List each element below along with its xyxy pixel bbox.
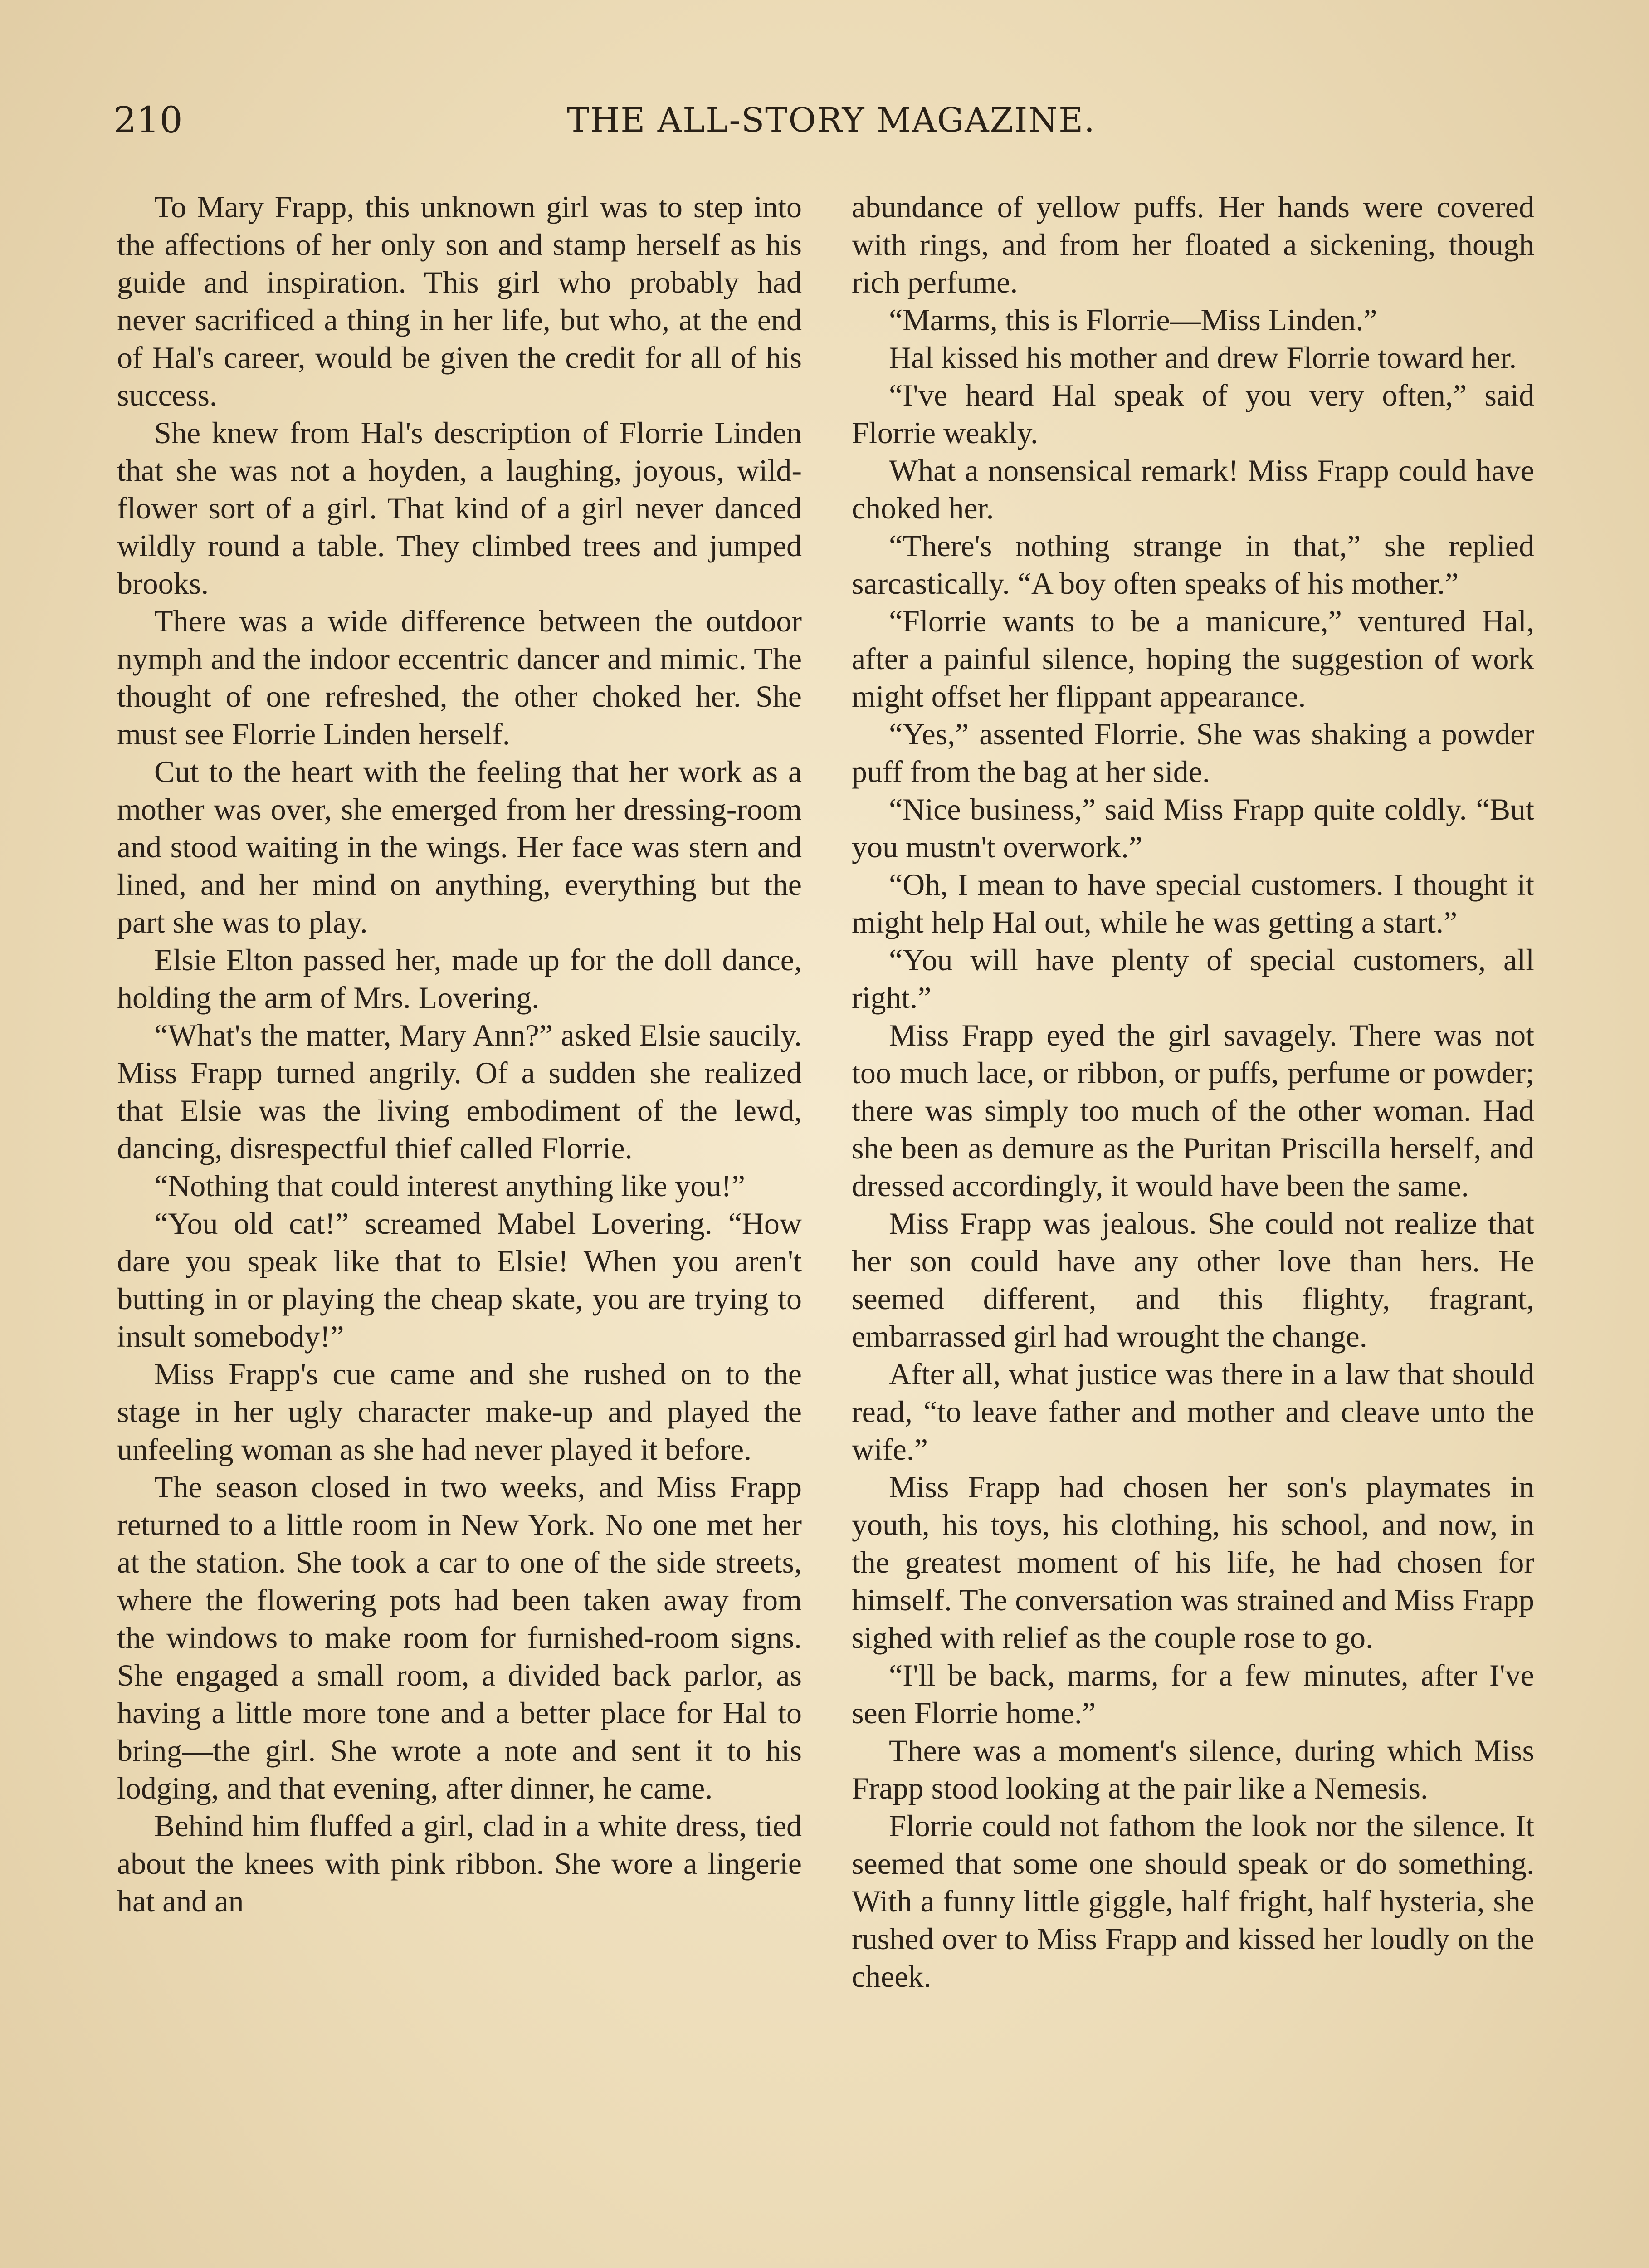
paragraph: “I've heard Hal speak of you very often,” said Florrie weakly.: [852, 378, 1534, 450]
paragraph: “You will have plenty of special customers, all right.”: [852, 943, 1534, 1015]
text-column-right: [852, 188, 1534, 2268]
paragraph: “Florrie wants to be a manicure,” ventured Hal, after a painful silence, hoping the suggestion of work might offset her flippant appearance.: [852, 604, 1534, 714]
paragraph: There was a moment's silence, during which Miss Frapp stood looking at the pair like a Nemesis.: [852, 1733, 1534, 1805]
paragraph: Miss Frapp eyed the girl savagely. There was not too much lace, or ribbon, or puffs, perfume or powder; there was simply too much of the other woman. Had she been as demure as the Puritan Priscilla herself, and dressed accordingly, it would have been the same.: [852, 1018, 1534, 1203]
paragraph: Miss Frapp's cue came and she rushed on to the stage in her ugly character make-up and played the unfeeling woman as she had never played it before.: [117, 1357, 802, 1466]
page-header: [113, 95, 1549, 145]
paragraph: Behind him fluffed a girl, clad in a white dress, tied about the knees with pink ribbon. She wore a lingerie hat and an: [117, 1809, 802, 1918]
paragraph: Miss Frapp was jealous. She could not realize that her son could have any other love than hers. He seemed different, and this flighty, fragrant, embarrassed girl had wrought the change.: [852, 1206, 1534, 1354]
paragraph: To Mary Frapp, this unknown girl was to step into the affections of her only son and stamp herself as his guide and inspiration. This girl who probably had never sacrificed a thing in her life, but who, at the end of Hal's career, would be given the credit for all of his success.: [117, 190, 802, 412]
paragraph: “Oh, I mean to have special customers. I thought it might help Hal out, while he was getting a start.”: [852, 867, 1534, 939]
paragraph: “What's the matter, Mary Ann?” asked Elsie saucily. Miss Frapp turned angrily. Of a sudden she realized that Elsie was the living embodiment of the lewd, dancing, disrespectful thief called Florrie.: [117, 1018, 802, 1165]
paragraph: “Marms, this is Florrie—Miss Linden.”: [889, 303, 1377, 337]
paragraph: What a nonsensical remark! Miss Frapp could have choked her.: [852, 453, 1534, 525]
magazine-title: THE ALL-STORY MAGAZINE.: [567, 101, 1096, 140]
paragraph: “There's nothing strange in that,” she replied sarcastically. “A boy often speaks of his mother.”: [852, 528, 1534, 601]
paragraph: “Nothing that could interest anything like you!”: [154, 1168, 746, 1203]
paragraph: Elsie Elton passed her, made up for the doll dance, holding the arm of Mrs. Lovering.: [117, 943, 802, 1015]
paragraph: Miss Frapp had chosen her son's playmates in youth, his toys, his clothing, his school, and now, in the greatest moment of his life, he had chosen for himself. The conversation was strained and Miss Frapp sighed with relief as the couple rose to go.: [852, 1470, 1534, 1655]
paragraph: “Nice business,” said Miss Frapp quite coldly. “But you mustn't overwork.”: [852, 792, 1534, 864]
page-number: 210: [113, 99, 183, 141]
paragraph: There was a wide difference between the outdoor nymph and the indoor eccentric dancer and mimic. The thought of one refreshed, the other choked her. She must see Florrie Linden herself.: [117, 604, 802, 751]
paragraph: Hal kissed his mother and drew Florrie toward her.: [889, 340, 1517, 375]
paragraph: Cut to the heart with the feeling that her work as a mother was over, she emerged from her dressing-room and stood waiting in the wings. Her face was stern and lined, and her mind on anything, everything but the part she was to play.: [117, 754, 802, 939]
text-column-left: [117, 188, 802, 2268]
paragraph: The season closed in two weeks, and Miss Frapp returned to a little room in New York. No one met her at the station. She took a car to one of the side streets, where the flowering pots had been taken away from the windows to make room for furnished-room signs. She engaged a small room, a divided back parlor, as having a little more tone and a better place for Hal to bring—the girl. She wrote a note and sent it to his lodging, and that evening, after dinner, he came.: [117, 1470, 802, 1805]
paragraph: “You old cat!” screamed Mabel Lovering. “How dare you speak like that to Elsie! When you aren't butting in or playing the cheap skate, you are trying to insult somebody!”: [117, 1206, 802, 1354]
paragraph: Florrie could not fathom the look nor the silence. It seemed that some one should speak or do something. With a funny little giggle, half fright, half hysteria, she rushed over to Miss Frapp and kissed her loudly on the cheek.: [852, 1809, 1534, 1994]
paragraph: She knew from Hal's description of Florrie Linden that she was not a hoyden, a laughing, joyous, wild-flower sort of a girl. That kind of a girl never danced wildly round a table. They climbed trees and jumped brooks.: [117, 415, 802, 601]
paragraph: “Yes,” assented Florrie. She was shaking a powder puff from the bag at her side.: [852, 717, 1534, 789]
paragraph-continuation: abundance of yellow puffs. Her hands were covered with rings, and from her floated a sickening, though rich perfume.: [852, 190, 1534, 299]
paragraph: After all, what justice was there in a law that should read, “to leave father and mother and cleave unto the wife.”: [852, 1357, 1534, 1466]
paragraph: “I'll be back, marms, for a few minutes, after I've seen Florrie home.”: [852, 1658, 1534, 1730]
